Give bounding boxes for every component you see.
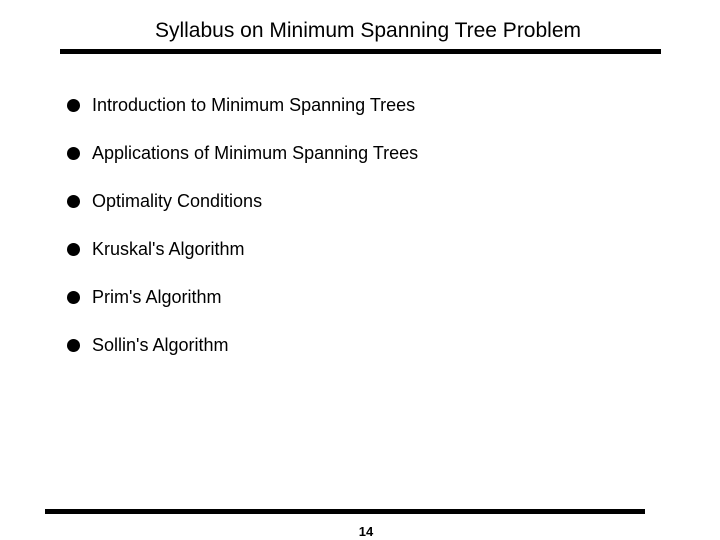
syllabus-list (67, 93, 418, 381)
bullet-icon (67, 99, 80, 112)
bullet-icon (67, 147, 80, 160)
bullet-icon (67, 243, 80, 256)
list-item (67, 237, 418, 261)
list-item-text: Sollin's Algorithm (92, 335, 229, 355)
list-item-text: Introduction to Minimum Spanning Trees (92, 95, 416, 115)
list-item-text: Applications of Minimum Spanning Trees (92, 143, 419, 163)
bullet-icon (67, 195, 80, 208)
list-item-text: Optimality Conditions (92, 191, 263, 211)
bullet-icon (67, 291, 80, 304)
list-item-text: Prim's Algorithm (92, 287, 222, 307)
list-item-text: Kruskal's Algorithm (92, 239, 245, 259)
list-item (67, 141, 418, 165)
page-number: 14 (358, 524, 374, 539)
list-item (67, 189, 418, 213)
title-divider (60, 49, 661, 54)
slide-title: Syllabus on Minimum Spanning Tree Problem (154, 19, 582, 42)
bullet-icon (67, 339, 80, 352)
list-item (67, 333, 418, 357)
list-item (67, 285, 418, 309)
footer-divider (45, 509, 645, 514)
list-item (67, 93, 418, 117)
